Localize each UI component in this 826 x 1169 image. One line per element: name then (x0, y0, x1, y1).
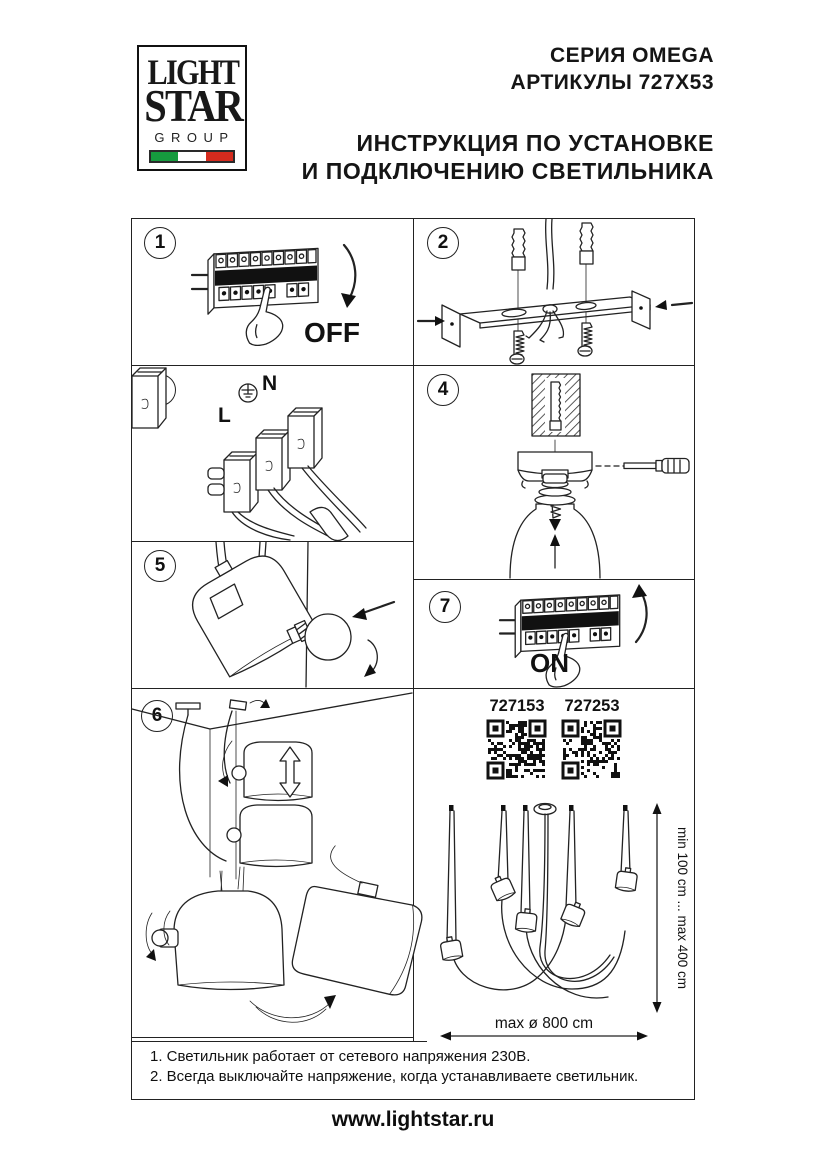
flag-white (178, 152, 205, 161)
terminal-n-label: N (262, 372, 278, 395)
logo-word-star: STAR (144, 81, 243, 131)
step-1-illustration-breakers-off (132, 219, 412, 364)
flag-green (151, 152, 178, 161)
step-2-number: 2 (427, 227, 459, 259)
header-text-block (302, 42, 714, 185)
note-line-1: 1. Светильник работает от сетевого напряжения 230В. (150, 1048, 531, 1065)
note-line-2: 2. Всегда выключайте напряжение, когда устанавливаете светильник. (150, 1068, 639, 1085)
chandelier-diagram (439, 803, 661, 1041)
qr-code-727153 (488, 721, 545, 778)
off-label: OFF (304, 317, 360, 348)
step-4-illustration-ceiling-mount (414, 366, 694, 578)
step-4-number: 4 (427, 374, 459, 406)
step-7-number: 7 (429, 591, 461, 623)
qr-code-727253 (563, 721, 620, 778)
product-panel (414, 689, 694, 1040)
grid-border-bottom (131, 1099, 695, 1100)
step-3-illustration-terminals (132, 366, 412, 540)
flag-red (206, 152, 233, 161)
italian-flag-bar (149, 150, 235, 163)
divider-p6-bottom (131, 1037, 413, 1038)
on-label: ON (530, 648, 569, 678)
safety-notes (150, 1047, 690, 1087)
step-6-illustration-adjustment (132, 689, 412, 1036)
height-dimension-label: min 100 cm ... max 400 cm (675, 826, 690, 990)
step-5-number: 5 (144, 550, 176, 582)
step-1-number: 1 (144, 227, 176, 259)
website-url: www.lightstar.ru (331, 1108, 495, 1131)
instruction-title-line2: И ПОДКЛЮЧЕНИЮ СВЕТИЛЬНИКА (301, 158, 714, 184)
series-title: СЕРИЯ OMEGA (549, 44, 714, 67)
instruction-title-line1: ИНСТРУКЦИЯ ПО УСТАНОВКЕ (356, 130, 714, 156)
grid-border-right (694, 218, 695, 1100)
terminal-l-label: L (218, 404, 231, 427)
logo-word-light: LIGHT (147, 52, 239, 92)
step-5-illustration-bulb (132, 542, 412, 687)
qr-left-label: 727153 (489, 697, 545, 715)
divider-notes-top (131, 1041, 427, 1042)
step-2-illustration-bracket (414, 219, 694, 364)
lightstar-logo (137, 45, 247, 171)
diameter-dimension-label: max ø 800 cm (494, 1015, 594, 1032)
logo-word-group: GROUP (154, 130, 235, 145)
qr-right-label: 727253 (564, 697, 620, 715)
articles-title: АРТИКУЛЫ 727X53 (510, 71, 714, 94)
step-6-number: 6 (141, 700, 173, 732)
step-7-illustration-breakers-on (414, 580, 694, 687)
